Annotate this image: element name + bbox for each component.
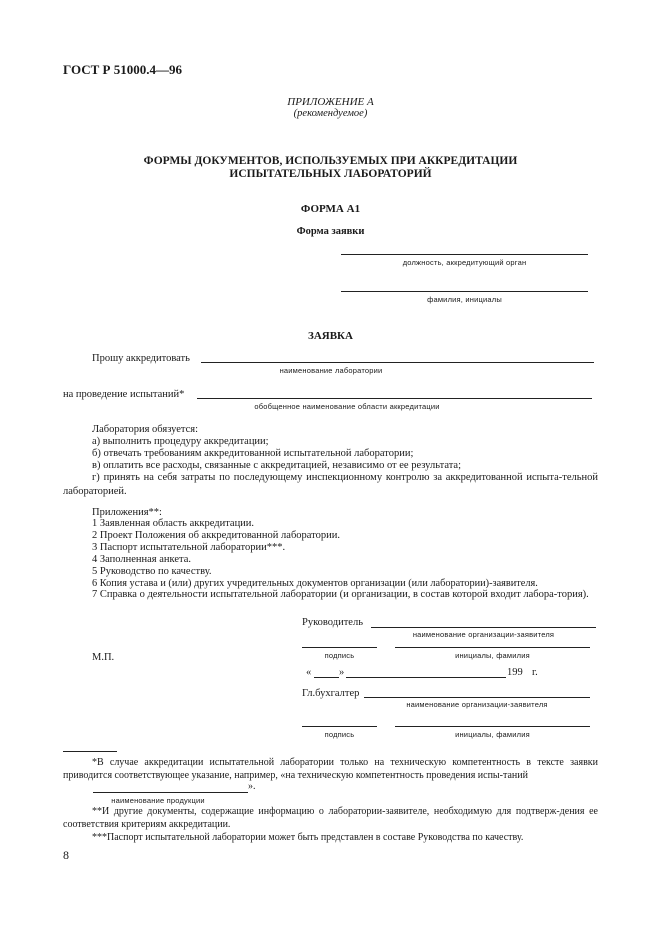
obligation-item: б) отвечать требованиям аккредитованной испытательной лаборатории; <box>92 448 414 459</box>
attachment-item: 4 Заполненная анкета. <box>92 554 192 565</box>
attachment-item: 5 Руководство по качеству. <box>92 566 212 577</box>
accountant-signature-caption: подпись <box>324 730 355 739</box>
name-caption: фамилия, инициалы <box>427 295 502 304</box>
application-title: ЗАЯВКА <box>308 330 353 342</box>
request-label: Прошу аккредитовать <box>92 353 190 364</box>
position-line <box>341 254 588 255</box>
obligation-item: г) принять на себя затраты по последующему инспекционному контролю за аккредитованной испыта-тельной лабораторией. <box>63 472 598 497</box>
attachment-item: 3 Паспорт испытательной лаборатории***. <box>92 542 286 553</box>
accountant-org-line <box>364 697 590 698</box>
footnote-1: *В случае аккредитации испытательной лаборатории только на техническую компетентность в тексте заявки приводится соответствующее указание, например, «на техническую компетентность проведения испы-таний <box>63 757 598 781</box>
page-number: 8 <box>63 848 69 862</box>
accountant-org-caption: наименование организации-заявителя <box>406 700 548 709</box>
footnote-product-line <box>93 792 248 793</box>
footnote-separator <box>63 751 117 752</box>
footnote-2: **И другие документы, содержащие информацию о лаборатории-заявителе, необходимую для подтверж-дения ее соответствия критериям аккредитации. <box>63 806 598 830</box>
head-org-line <box>371 627 596 628</box>
testing-label: на проведение испытаний* <box>63 389 185 400</box>
head-signature-caption: подпись <box>324 651 355 660</box>
date-month-line <box>346 677 506 678</box>
date-quote-open: « <box>306 667 312 678</box>
name-line <box>341 291 588 292</box>
section-heading-line2: ИСПЫТАТЕЛЬНЫХ ЛАБОРАТОРИЙ <box>229 168 432 180</box>
attachment-item: 1 Заявленная область аккредитации. <box>92 518 255 529</box>
laboratory-name-line <box>201 362 594 363</box>
accountant-signature-line <box>302 726 377 727</box>
footnote-product-caption: наименование продукции <box>111 796 205 805</box>
accountant-initials-caption: инициалы, фамилия <box>455 730 530 739</box>
accountant-label: Гл.бухгалтер <box>302 688 360 699</box>
date-day-line <box>314 677 339 678</box>
standard-number: ГОСТ Р 51000.4—96 <box>63 62 182 77</box>
head-label: Руководитель <box>302 617 363 628</box>
footnote-3: ***Паспорт испытательной лаборатории может быть представлен в составе Руководства по качеству. <box>92 832 524 843</box>
attachment-item: 7 Справка о деятельности испытательной лаборатории (и организации, в состав которой входит лабора-тория). <box>92 589 589 600</box>
footnote-1-end: ». <box>248 781 256 792</box>
appendix-subtitle: (рекомендуемое) <box>293 108 368 119</box>
attachment-item: 2 Проект Положения об аккредитованной лаборатории. <box>92 530 340 541</box>
appendix-title: ПРИЛОЖЕНИЕ А <box>287 96 374 108</box>
head-org-caption: наименование организации-заявителя <box>412 630 555 639</box>
laboratory-name-caption: наименование лаборатории <box>279 366 383 375</box>
head-initials-line <box>395 647 590 648</box>
date-quote-close: » <box>339 667 345 678</box>
obligation-item: а) выполнить процедуру аккредитации; <box>92 436 269 447</box>
accreditation-area-caption: обобщенное наименование области аккредитации <box>254 402 440 411</box>
position-caption: должность, аккредитующий орган <box>402 258 527 267</box>
head-initials-caption: инициалы, фамилия <box>455 651 530 660</box>
accountant-initials-line <box>395 726 590 727</box>
accreditation-area-line <box>197 398 592 399</box>
form-name: Форма заявки <box>296 226 365 237</box>
head-signature-line <box>302 647 377 648</box>
attachment-item: 6 Копия устава и (или) других учредительных документов организации (или лаборатории)-заявителя. <box>92 578 538 589</box>
obligations-intro: Лаборатория обязуется: <box>92 424 199 435</box>
attachments-intro: Приложения**: <box>92 507 162 518</box>
stamp-label: М.П. <box>92 652 115 663</box>
obligation-item: в) оплатить все расходы, связанные с аккредитацией, независимо от ее результата; <box>92 460 462 471</box>
section-heading-line1: ФОРМЫ ДОКУМЕНТОВ, ИСПОЛЬЗУЕМЫХ ПРИ АККРЕДИТАЦИИ <box>143 155 518 167</box>
date-year-suffix: г. <box>532 667 538 678</box>
form-label: ФОРМА А1 <box>300 203 361 215</box>
date-year: 199 <box>507 667 523 678</box>
